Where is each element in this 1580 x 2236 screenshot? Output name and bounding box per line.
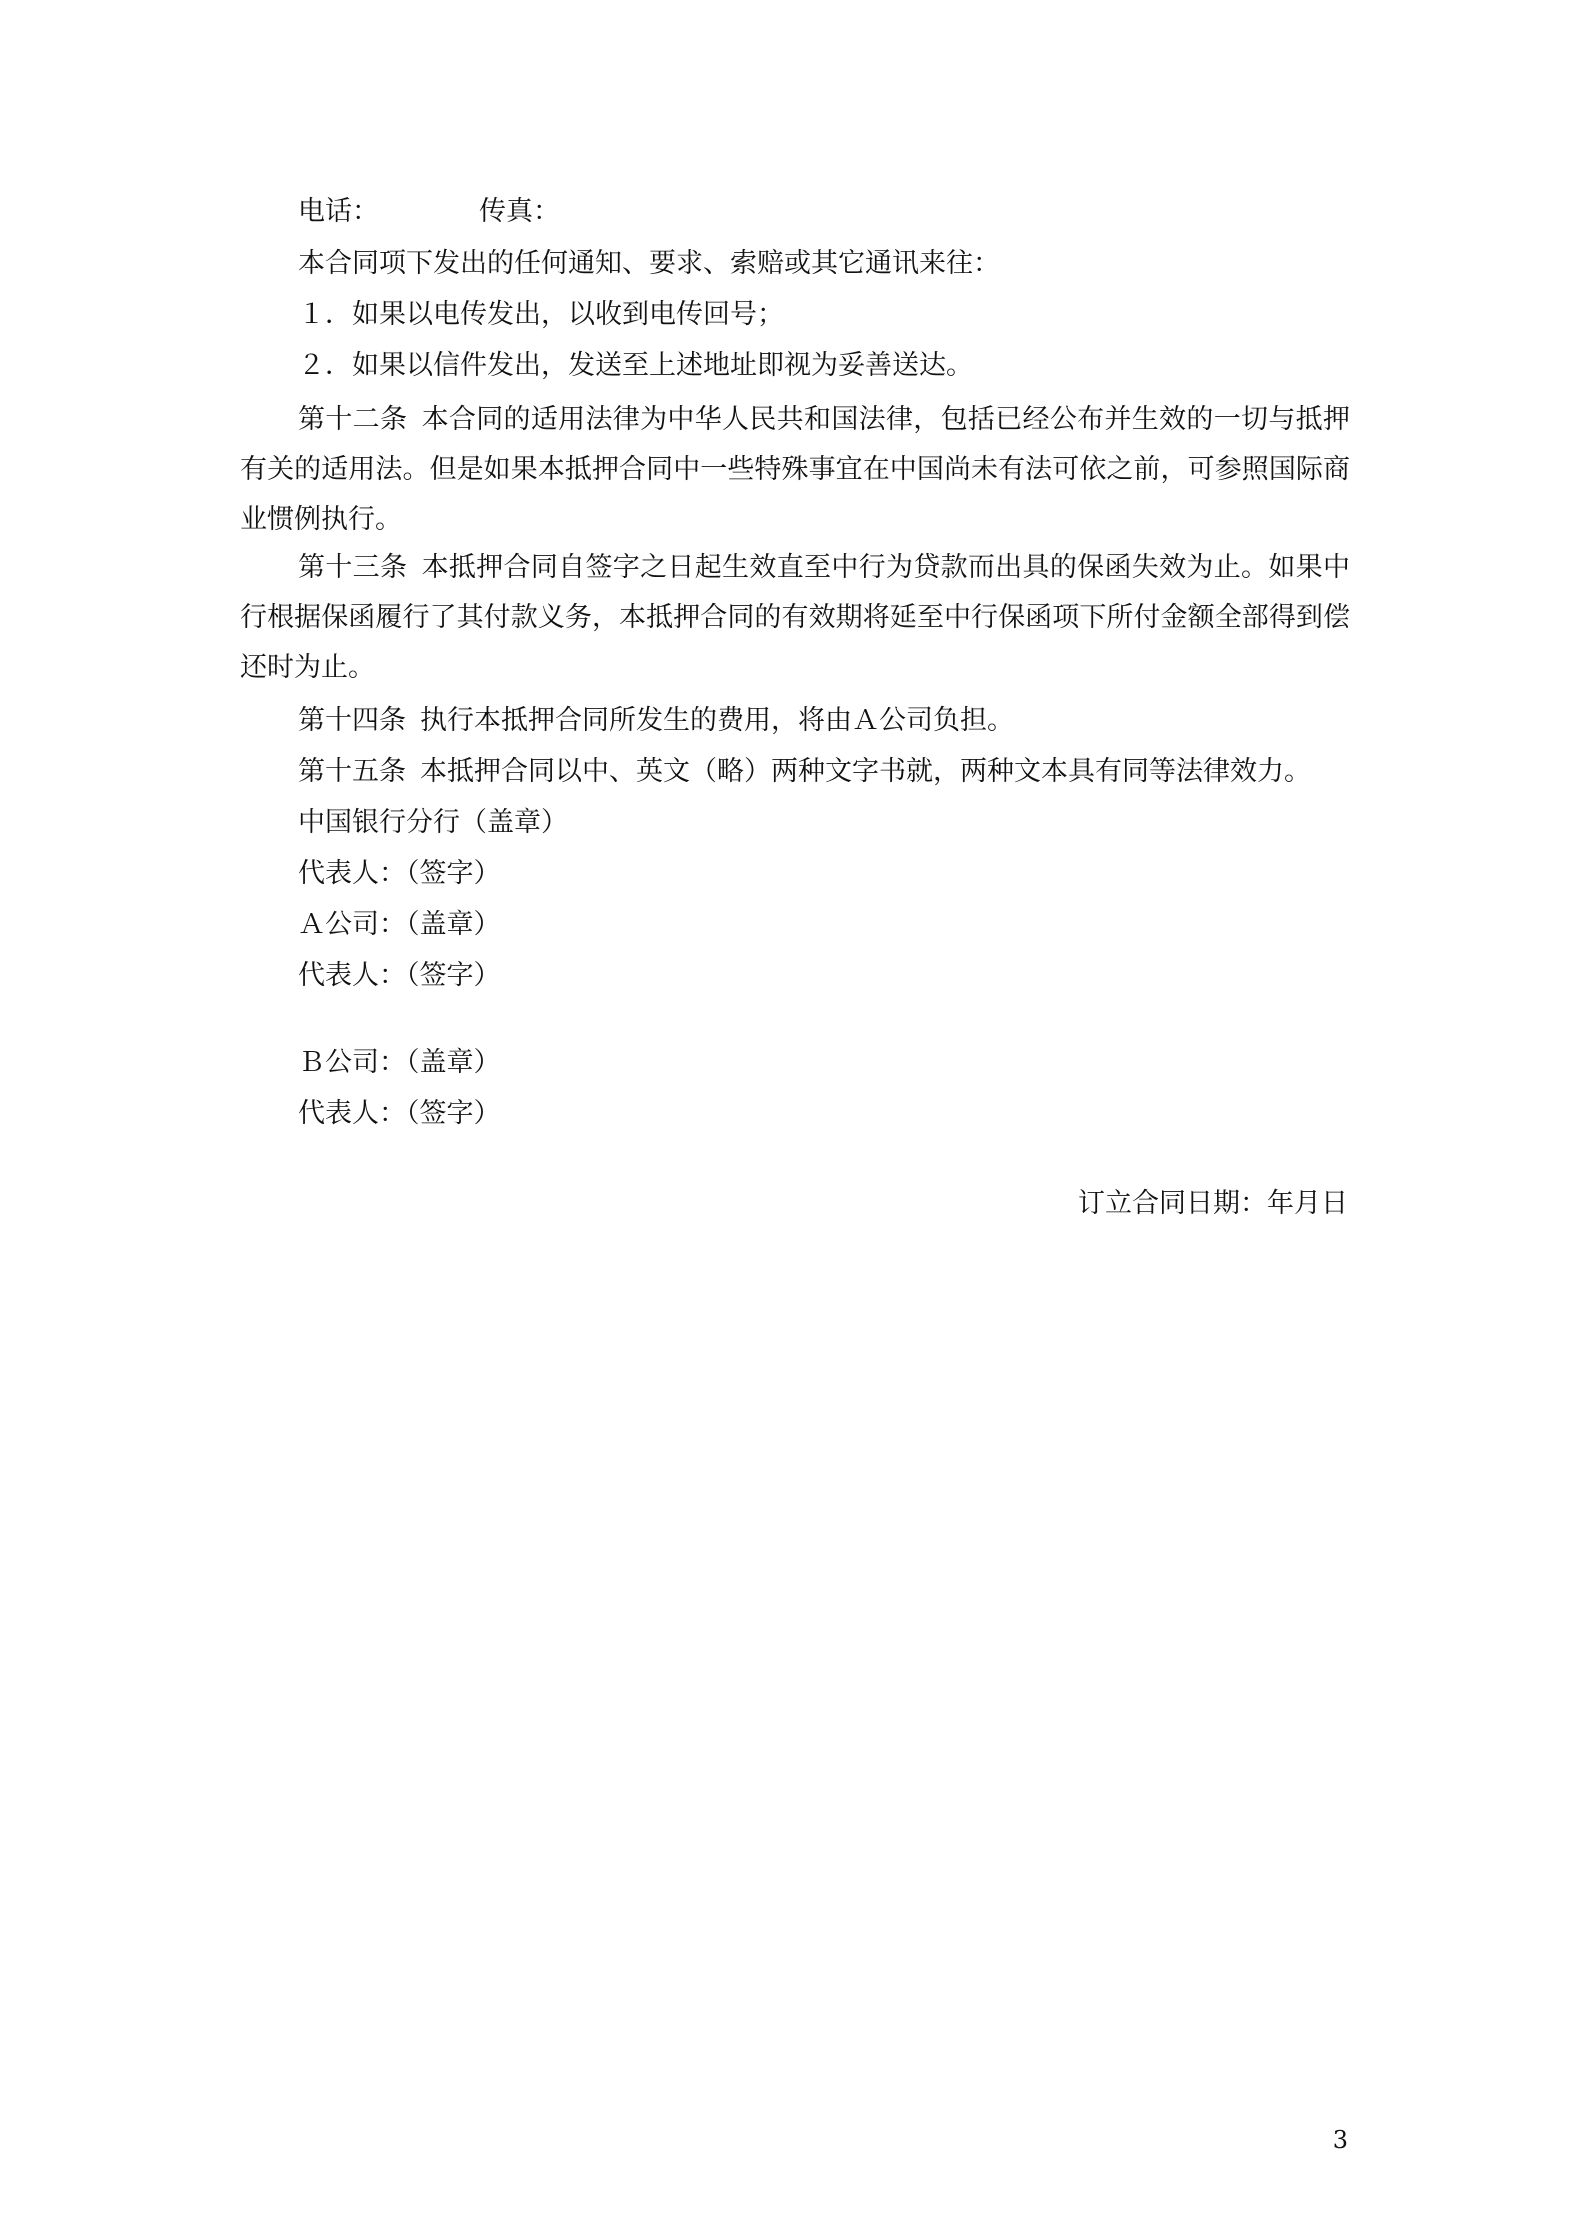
page-number: 3	[1332, 2126, 1348, 2154]
article-14-title: 第十四条	[298, 705, 406, 736]
article-15-text: 本抵押合同以中、英文（略）两种文字书就，两种文本具有同等法律效力。	[420, 756, 1311, 787]
article-13	[240, 543, 1350, 693]
notice-item-2	[298, 352, 973, 379]
notice-intro: 本合同项下发出的任何通知、要求、索赔或其它通讯来往：	[298, 248, 1000, 279]
article-12-text: 本合同的适用法律为中华人民共和国法律，包括已经公布并生效的一切与抵押有关的适用法。但是如果本抵押合同中一些特殊事宜在中国尚未有法可依之前，可参照国际商业惯例执行。	[240, 404, 1351, 535]
bank-rep-label: 代表人：	[298, 858, 406, 889]
article-14	[298, 707, 1014, 734]
article-12	[240, 395, 1350, 545]
article-12-title: 第十二条	[298, 404, 408, 435]
article-14-text: 执行本抵押合同所发生的费用，将由Ａ公司负担。	[420, 705, 1014, 736]
article-13-text: 本抵押合同自签字之日起生效直至中行为贷款而出具的保函失效为止。如果中行根据保函履行了其付款义务，本抵押合同的有效期将延至中行保函项下所付金额全部得到偿还时为止。	[240, 552, 1351, 683]
article-13-title: 第十三条	[298, 552, 408, 583]
phone-label: 电话：	[298, 196, 379, 227]
a-rep-note: （签字）	[406, 960, 501, 991]
bank-seal-line: 中国银行分行（盖章）	[298, 807, 568, 838]
company-b-line	[298, 1049, 501, 1076]
notice-item-1-text: 如果以电传发出，以收到电传回号；	[352, 299, 784, 330]
article-15	[298, 758, 1311, 785]
company-a-line	[298, 911, 501, 938]
company-b-note: （盖章）	[406, 1047, 501, 1078]
notice-item-2-text: 如果以信件发出，发送至上述地址即视为妥善送达。	[352, 350, 973, 381]
company-a-representative-line	[298, 962, 501, 989]
a-rep-label: 代表人：	[298, 960, 406, 991]
contract-date-line: 订立合同日期：年月日	[1078, 1188, 1348, 1219]
b-rep-label: 代表人：	[298, 1098, 406, 1129]
b-rep-note: （签字）	[406, 1098, 501, 1129]
company-b-representative-line	[298, 1100, 501, 1127]
contact-line	[298, 198, 560, 225]
company-a-note: （盖章）	[406, 909, 501, 940]
notice-item-2-number: ２．	[298, 350, 352, 381]
bank-rep-note: （签字）	[406, 858, 501, 889]
bank-representative-line	[298, 860, 501, 887]
company-a-label: Ａ公司：	[298, 909, 406, 940]
company-b-label: Ｂ公司：	[298, 1047, 406, 1078]
notice-item-1	[298, 301, 784, 328]
article-15-title: 第十五条	[298, 756, 406, 787]
notice-item-1-number: １．	[298, 299, 352, 330]
fax-label: 传真：	[479, 196, 560, 227]
